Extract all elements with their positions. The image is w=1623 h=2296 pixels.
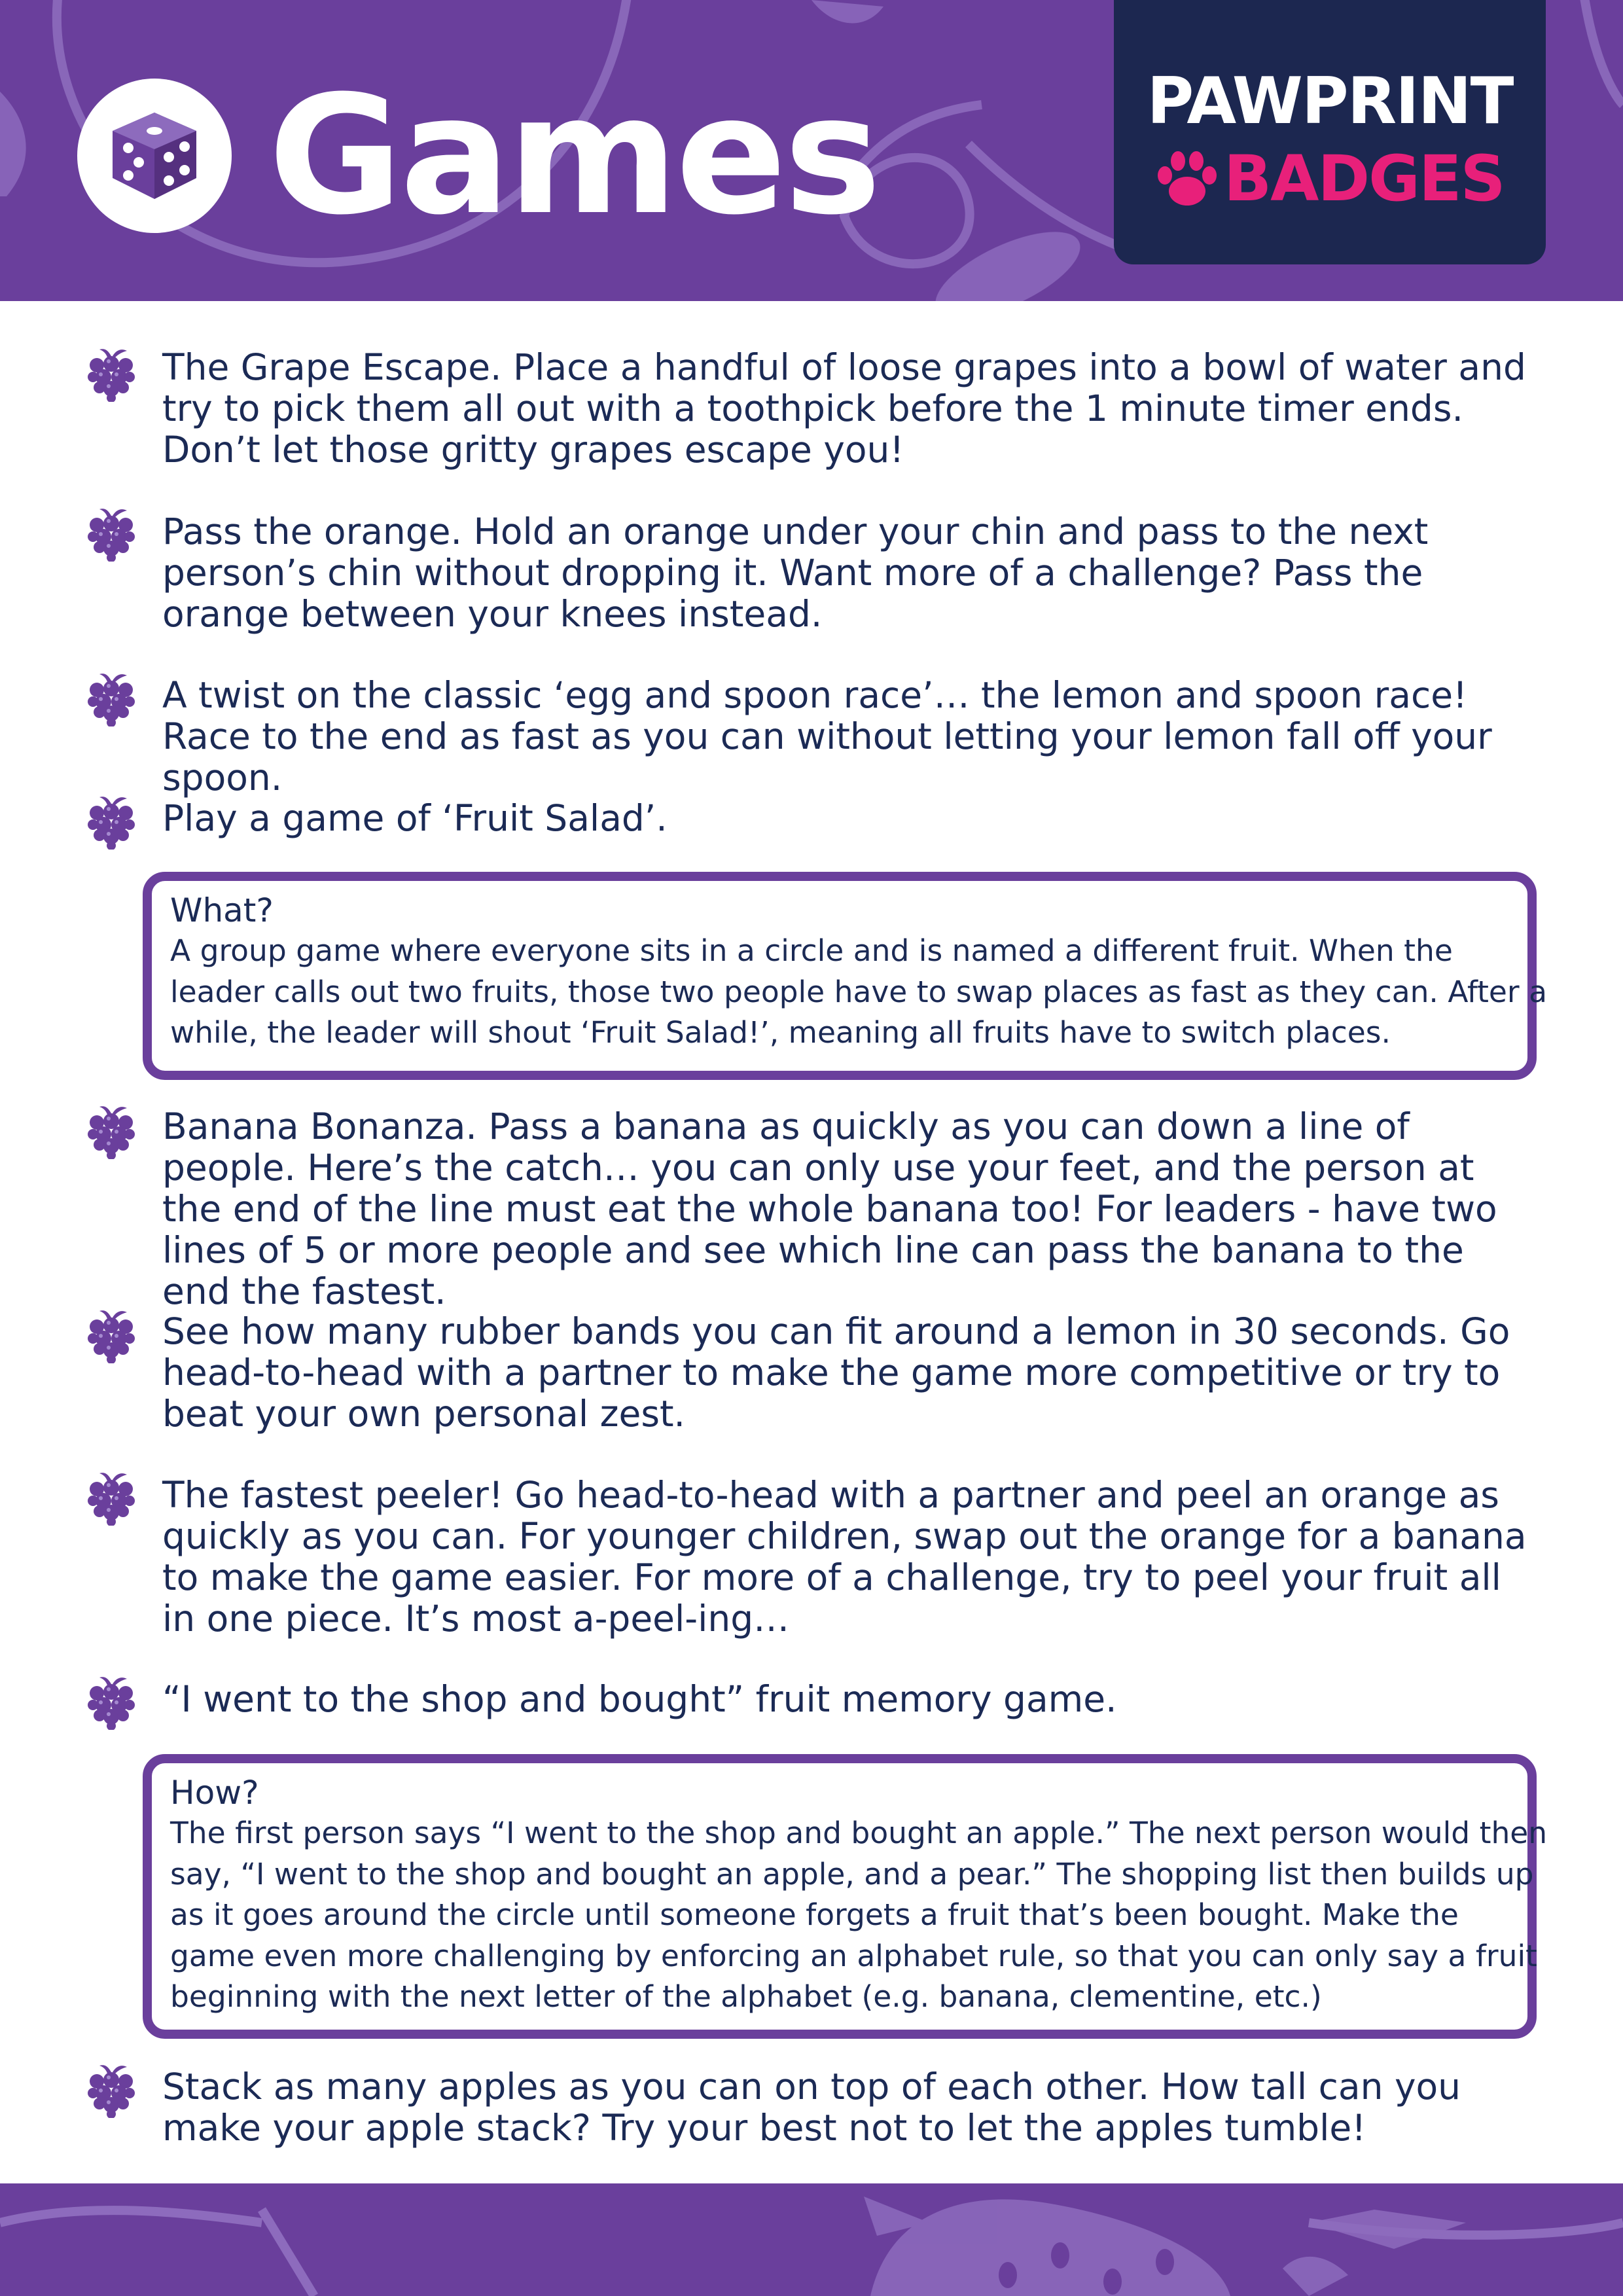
fruit-pattern-background xyxy=(0,2183,1623,2296)
header-banner xyxy=(0,0,1623,301)
dice-icon xyxy=(77,79,232,233)
grape-icon xyxy=(85,1469,137,1526)
list-item: Stack as many apples as you can on top of each other. How tall can you make your apple stack? Try your best not to let the apples tumble! xyxy=(162,2066,1461,2149)
list-item: “I went to the shop and bought” fruit memory game. xyxy=(162,1678,1117,1720)
info-box-text: A group game where everyone sits in a circle and is named a different fruit. When the leader calls out two fruits, those two people have to swap places as fast as they can. After a while, the leader will shout ‘Fruit Salad!’, meaning all fruits have to switch places. xyxy=(170,933,1547,1050)
info-box-title: What? xyxy=(170,891,274,929)
grape-icon xyxy=(85,1307,137,1363)
grape-icon xyxy=(85,793,137,850)
logo-line-1: PAWPRINT xyxy=(1147,64,1513,139)
list-item: Banana Bonanza. Pass a banana as quickly as you can down a line of people. Here’s the catch… you can only use your feet, and the person at the end of the line must eat the whole banana too! For leaders - have two lines of 5 or more people and see which line can pass the banana to the end the fastest. xyxy=(162,1105,1497,1312)
list-item: Pass the orange. Hold an orange under your chin and pass to the next person’s chin without dropping it. Want more of a challenge? Pass the orange between your knees instead. xyxy=(162,511,1429,635)
grape-icon xyxy=(85,1674,137,1730)
info-box-text: The first person says “I went to the shop and bought an apple.” The next person would then say, “I went to the shop and bought an apple, and a pear.” The shopping list then builds up as it goes around the circle until someone forgets a fruit that’s been bought. Make the game even more challenging by enforcing an alphabet rule, so that you can only say a fruit beginning with the next letter of the alphabet (e.g. banana, clementine, etc.) xyxy=(170,1816,1548,2014)
logo-line-2: BADGES xyxy=(1224,142,1505,215)
info-box-what xyxy=(143,872,1547,1080)
list-item: The fastest peeler! Go head-to-head with a partner and peel an orange as quickly as you can. For younger children, swap out the orange for a banana to make the game easier. For more of a challenge, try to peel your fruit all in one piece. It’s most a-peel-ing… xyxy=(162,1474,1527,1640)
footer-banner xyxy=(0,2183,1623,2296)
pawprint-badges-logo xyxy=(1114,0,1546,264)
page-title: Games xyxy=(268,60,879,251)
paw-icon xyxy=(1154,149,1220,209)
grape-icon xyxy=(85,2062,137,2118)
list-item: A twist on the classic ‘egg and spoon race’… the lemon and spoon race! Race to the end as fast as you can without letting your lemon fall off your spoon. xyxy=(162,674,1492,798)
info-box-title: How? xyxy=(170,1774,259,1812)
grape-icon xyxy=(85,346,137,402)
grape-icon xyxy=(85,1103,137,1159)
grape-icon xyxy=(85,670,137,726)
list-item: The Grape Escape. Place a handful of loose grapes into a bowl of water and try to pick them all out with a toothpick before the 1 minute timer ends. Don’t let those gritty grapes escape you! xyxy=(162,346,1526,471)
list-item: Play a game of ‘Fruit Salad’. xyxy=(162,797,668,839)
dice-badge xyxy=(77,79,232,233)
grape-icon xyxy=(85,505,137,562)
info-box-how xyxy=(143,1754,1548,2039)
list-item: See how many rubber bands you can fit around a lemon in 30 seconds. Go head-to-head with a partner to make the game more competitive or try to beat your own personal zest. xyxy=(162,1310,1510,1435)
